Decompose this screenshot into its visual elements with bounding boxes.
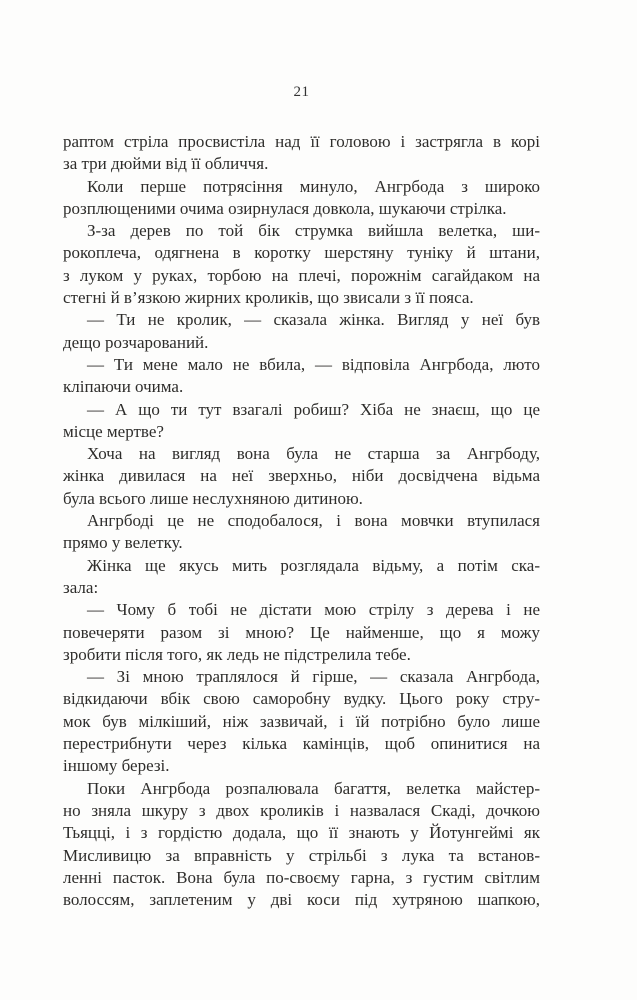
text-line: Ангрбоді це не сподобалося, і вона мовчки втупилася <box>87 511 540 531</box>
paragraph <box>63 309 540 354</box>
text-line: розплющеними очима озирнулася довкола, шукаючи стрілка. <box>63 198 507 218</box>
page-number: 21 <box>293 84 310 100</box>
text-line: стегні й в’язкою жирних кроликів, що звисали з її пояса. <box>63 288 474 308</box>
text-line: Поки Ангрбода розпалювала багаття, велетка майстер- <box>87 778 540 798</box>
paragraph <box>63 778 540 912</box>
text-line: — Ти не кролик, — сказала жінка. Вигляд у неї був <box>87 310 540 330</box>
text-line: но зняла шкуру з двох кроликів і назвалася Скаді, дочкою <box>63 800 540 820</box>
paragraph <box>63 599 540 666</box>
paragraph <box>63 131 540 176</box>
paragraph <box>63 443 540 510</box>
text-line: рокоплеча, одягнена в коротку шерстяну туніку й штани, <box>63 243 540 263</box>
text-line: З-за дерев по той бік струмка вийшла велетка, ши- <box>87 221 540 241</box>
text-line: жінка дивилася на неї зверхньо, ніби досвідчена відьма <box>63 466 540 486</box>
text-line: з луком у руках, торбою на плечі, порожнім сагайдаком на <box>63 265 540 285</box>
text-line: Жінка ще якусь мить розглядала відьму, а потім ска- <box>87 555 540 575</box>
paragraph <box>63 510 540 555</box>
text-line: Коли перше потрясіння минуло, Ангрбода з широко <box>87 176 540 196</box>
text-line: — Зі мною траплялося й гірше, — сказала Ангрбода, <box>87 667 540 687</box>
text-line: ленні пасток. Вона була по-своєму гарна, з густим світлим <box>63 867 540 887</box>
text-line: повечеряти разом зі мною? Це найменше, що я можу <box>63 622 540 642</box>
text-line: була всього лише неслухняною дитиною. <box>63 488 363 508</box>
paragraph <box>63 220 540 309</box>
text-line: — А що ти тут взагалі робиш? Хіба не знаєш, що це <box>87 399 540 419</box>
text-line: волоссям, заплетеним у дві коси під хутряною шапкою, <box>63 890 540 910</box>
text-line: Хоча на вигляд вона була не старша за Ангрбоду, <box>87 444 540 464</box>
paragraph <box>63 176 540 221</box>
text-line: мок був мілкіший, ніж зазвичай, і їй потрібно було лише <box>63 711 540 731</box>
text-line: іншому березі. <box>63 756 170 776</box>
paragraph <box>63 666 540 777</box>
text-line: відкидаючи вбік свою саморобну вудку. Цього року стру- <box>63 689 540 709</box>
text-line: зала: <box>63 577 99 597</box>
paragraph <box>63 555 540 600</box>
text-line: за три дюйми від її обличчя. <box>63 154 269 174</box>
text-line: перестрибнути через кілька камінців, щоб опинитися на <box>63 734 540 754</box>
text-line: зробити після того, як ледь не підстрелила тебе. <box>63 644 411 664</box>
text-line: кліпаючи очима. <box>63 377 184 397</box>
text-line: прямо у велетку. <box>63 533 183 553</box>
text-line: Тьяцці, і з гордістю додала, що її знають у Йотунгеймі як <box>63 823 540 843</box>
text-line: місце мертве? <box>63 421 164 441</box>
text-line: раптом стріла просвистіла над її головою і застрягла в корі <box>63 132 540 151</box>
text-line: — Чому б тобі не дістати мою стрілу з дерева і не <box>87 600 540 620</box>
page-text <box>63 131 540 911</box>
paragraph <box>63 354 540 399</box>
paragraph <box>63 399 540 444</box>
text-line: — Ти мене мало не вбила, — відповіла Ангрбода, люто <box>87 354 540 374</box>
text-line: Мисливицю за вправність у стрільбі з лука та встанов- <box>63 845 540 865</box>
text-line: дещо розчарований. <box>63 332 209 352</box>
